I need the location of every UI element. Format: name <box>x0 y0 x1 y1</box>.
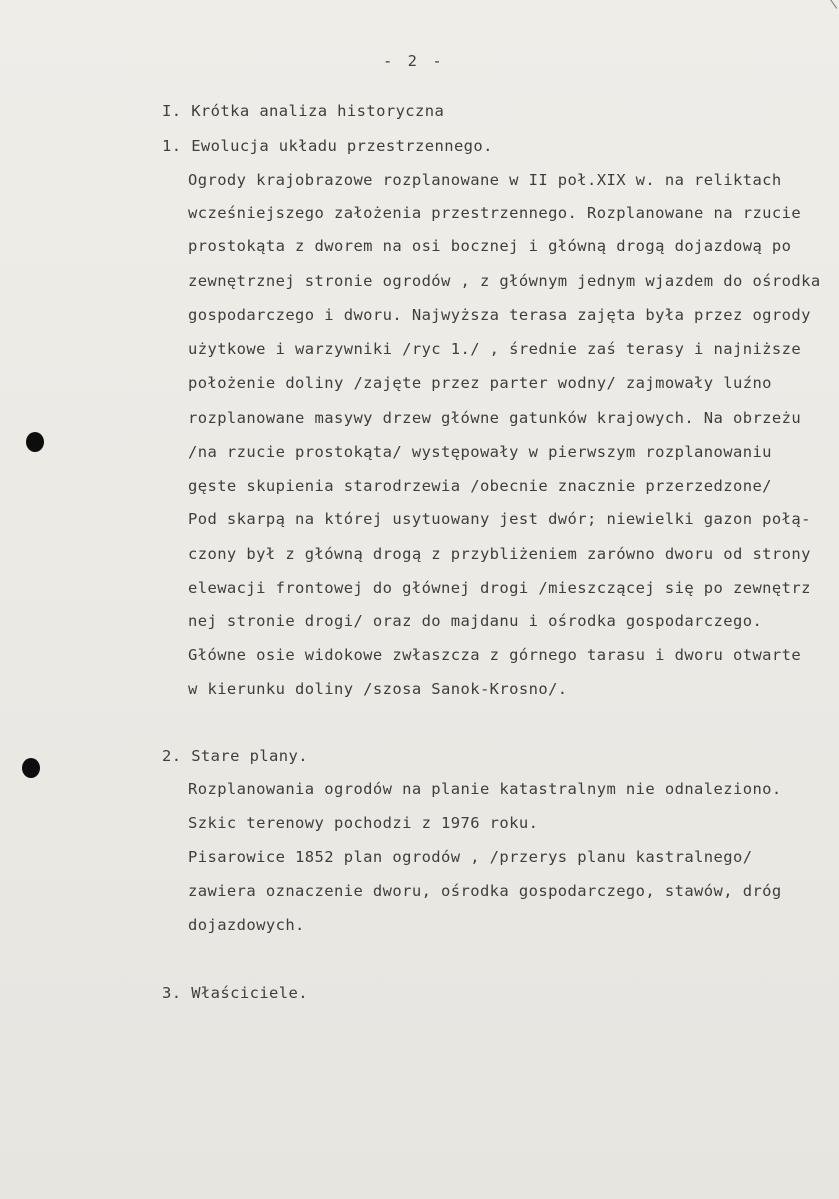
text-line: Ogrody krajobrazowe rozplanowane w II poł.XIX w. na reliktach <box>188 171 782 189</box>
text-line: Pisarowice 1852 plan ogrodów , /przerys planu kastralnego/ <box>188 848 753 866</box>
text-line: Główne osie widokowe zwłaszcza z górnego tarasu i dworu otwarte <box>188 646 802 664</box>
text-line: Szkic terenowy pochodzi z 1976 roku. <box>188 814 539 832</box>
text-line: wcześniejszego założenia przestrzennego. Rozplanowane na rzucie <box>188 204 802 222</box>
text-line: Rozplanowania ogrodów na planie katastralnym nie odnaleziono. <box>188 780 782 798</box>
text-line: czony był z główną drogą z przybliżeniem zarówno dworu od strony <box>188 545 811 563</box>
folded-corner-mark <box>826 0 839 9</box>
text-line: rozplanowane masywy drzew główne gatunków krajowych. Na obrzeżu <box>188 409 802 427</box>
text-line: /na rzucie prostokąta/ występowały w pierwszym rozplanowaniu <box>188 443 772 461</box>
text-line: położenie doliny /zajęte przez parter wodny/ zajmowały luźno <box>188 374 772 392</box>
text-line: gospodarczego i dworu. Najwyższa terasa zajęta była przez ogrody <box>188 306 811 324</box>
section-heading: I. Krótka analiza historyczna <box>162 102 445 120</box>
subsection-2-heading: 2. Stare plany. <box>162 747 308 765</box>
text-line: w kierunku doliny /szosa Sanok-Krosno/. <box>188 680 568 698</box>
subsection-3-heading: 3. Właściciele. <box>162 984 308 1002</box>
punch-hole-top <box>26 432 44 452</box>
page-number: - 2 - <box>383 52 445 70</box>
punch-hole-bottom <box>22 758 40 778</box>
text-line: użytkowe i warzywniki /ryc 1./ , średnie zaś terasy i najniższe <box>188 340 802 358</box>
text-line: nej stronie drogi/ oraz do majdanu i ośrodka gospodarczego. <box>188 612 763 630</box>
text-line: dojazdowych. <box>188 916 305 934</box>
subsection-1-heading: 1. Ewolucja układu przestrzennego. <box>162 137 493 155</box>
text-line: prostokąta z dworem na osi bocznej i główną drogą dojazdową po <box>188 237 792 255</box>
text-line: zawiera oznaczenie dworu, ośrodka gospodarczego, stawów, dróg <box>188 882 782 900</box>
text-line: Pod skarpą na której usytuowany jest dwór; niewielki gazon połą- <box>188 510 811 528</box>
text-line: gęste skupienia starodrzewia /obecnie znacznie przerzedzone/ <box>188 477 772 495</box>
text-line: elewacji frontowej do głównej drogi /mieszczącej się po zewnętrz <box>188 579 811 597</box>
text-line: zewnętrznej stronie ogrodów , z głównym jednym wjazdem do ośrodka <box>188 272 821 290</box>
